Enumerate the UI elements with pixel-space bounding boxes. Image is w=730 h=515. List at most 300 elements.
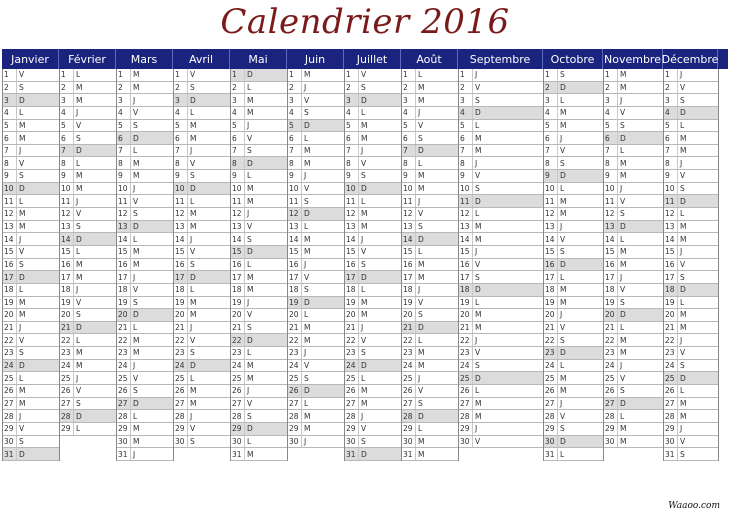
day-letter: L [247,259,252,269]
day-letter: V [475,348,481,358]
day-cell [544,410,603,423]
day-letter: S [620,386,625,396]
day-letter: L [361,108,366,118]
day-cell [345,132,401,145]
day-number: 11 [345,195,359,207]
day-cell [60,398,116,411]
day-number: 31 [3,448,17,460]
day-letter: S [304,196,309,206]
day-letter: V [560,146,566,156]
day-number: 9 [345,170,359,182]
day-cell [174,94,230,107]
day-cell [174,423,230,436]
day-letter: V [304,272,310,282]
day-number: 29 [3,423,17,435]
day-cell [288,309,344,322]
day-letter: L [680,209,685,219]
day-cell [117,69,173,82]
day-number: 16 [60,259,74,271]
day-number: 20 [459,309,473,321]
day-cell [664,233,718,246]
day-cell [288,423,344,436]
day-number: 19 [117,297,131,309]
day-number: 20 [3,309,17,321]
day-letter: V [247,310,253,320]
day-letter: D [304,120,310,130]
day-letter: M [190,209,197,219]
day-letter: V [560,411,566,421]
day-letter: M [133,158,140,168]
day-number: 26 [345,385,359,397]
day-number: 21 [60,322,74,334]
day-cell [60,170,116,183]
day-letter: J [680,335,683,345]
day-letter: D [680,196,686,206]
day-cell [3,271,59,284]
day-cell [288,94,344,107]
empty-cell [174,448,230,461]
empty-cell [459,448,543,461]
day-cell [231,208,287,221]
day-cell [117,334,173,347]
day-cell [288,157,344,170]
month-column [544,69,604,461]
day-letter: M [475,133,482,143]
day-number: 30 [117,436,131,448]
day-cell [459,322,543,335]
day-cell [604,423,663,436]
day-letter: M [247,108,254,118]
day-number: 28 [544,410,558,422]
day-letter: D [560,259,566,269]
day-letter: S [560,247,565,257]
day-letter: L [475,209,480,219]
day-letter: L [247,171,252,181]
day-number: 12 [459,208,473,220]
day-cell [174,157,230,170]
day-cell [345,120,401,133]
day-letter: V [475,82,481,92]
day-number: 11 [544,195,558,207]
day-number: 15 [60,246,74,258]
month-column [231,69,288,461]
day-number: 16 [459,259,473,271]
day-number: 19 [345,297,359,309]
day-number: 22 [174,334,188,346]
month-column [345,69,402,461]
day-letter: D [361,184,367,194]
day-number: 28 [3,410,17,422]
day-cell [604,145,663,158]
day-cell [117,410,173,423]
day-cell [174,195,230,208]
day-cell [3,410,59,423]
day-number: 31 [402,448,416,460]
day-number: 12 [544,208,558,220]
day-number: 24 [604,360,618,372]
day-letter: M [680,146,687,156]
day-number: 10 [3,183,17,195]
day-cell [345,157,401,170]
day-number: 8 [3,157,17,169]
day-letter: S [190,82,195,92]
day-letter: D [475,373,481,383]
day-cell [544,195,603,208]
month-header: Mai [230,49,287,69]
day-cell [288,372,344,385]
day-number: 13 [174,221,188,233]
day-number: 11 [402,195,416,207]
day-letter: S [190,348,195,358]
day-number: 6 [174,132,188,144]
day-cell [117,233,173,246]
day-letter: S [680,95,685,105]
day-letter: D [560,171,566,181]
day-number: 7 [3,145,17,157]
day-number: 24 [402,360,416,372]
day-cell [231,259,287,272]
day-letter: V [190,335,196,345]
day-letter: J [247,297,250,307]
day-cell [60,284,116,297]
day-letter: M [133,348,140,358]
day-letter: M [475,398,482,408]
day-number: 6 [3,132,17,144]
day-cell [604,372,663,385]
day-letter: V [133,285,139,295]
day-number: 24 [231,360,245,372]
day-number: 25 [459,372,473,384]
day-letter: M [190,120,197,130]
day-number: 30 [459,436,473,448]
day-number: 5 [3,120,17,132]
day-cell [459,94,543,107]
day-cell [3,360,59,373]
day-cell [604,360,663,373]
month-header-bar [2,49,728,69]
day-letter: M [76,184,83,194]
day-cell [174,246,230,259]
day-number: 21 [3,322,17,334]
day-cell [604,157,663,170]
day-cell [345,436,401,449]
day-letter: V [247,398,253,408]
day-cell [3,145,59,158]
day-cell [117,132,173,145]
day-cell [117,385,173,398]
day-cell [544,69,603,82]
day-cell [231,372,287,385]
day-cell [174,284,230,297]
day-number: 1 [544,69,558,81]
day-letter: J [247,120,250,130]
day-number: 14 [60,233,74,245]
day-cell [544,120,603,133]
day-cell [345,347,401,360]
day-number: 5 [231,120,245,132]
day-cell [402,347,458,360]
day-number: 3 [604,94,618,106]
day-cell [402,208,458,221]
day-number: 28 [60,410,74,422]
day-number: 16 [231,259,245,271]
day-cell [345,145,401,158]
day-number: 26 [604,385,618,397]
day-number: 27 [402,398,416,410]
day-number: 3 [664,94,678,106]
day-number: 1 [345,69,359,81]
day-letter: L [190,285,195,295]
day-number: 18 [117,284,131,296]
day-letter: V [19,247,25,257]
day-cell [117,448,173,461]
day-number: 22 [345,334,359,346]
day-number: 18 [60,284,74,296]
day-number: 4 [402,107,416,119]
day-letter: L [620,146,625,156]
day-number: 11 [459,195,473,207]
day-letter: M [560,196,567,206]
day-letter: V [680,82,686,92]
day-letter: J [19,323,22,333]
day-letter: M [361,222,368,231]
day-cell [664,157,718,170]
day-letter: J [190,411,193,421]
day-number: 10 [604,183,618,195]
day-letter: M [418,361,425,371]
day-number: 28 [345,410,359,422]
day-letter: L [19,285,24,295]
day-cell [402,132,458,145]
day-cell [288,233,344,246]
day-cell [117,398,173,411]
day-number: 9 [604,170,618,182]
day-letter: M [620,247,627,257]
day-cell [60,157,116,170]
day-letter: L [361,373,366,383]
day-cell [174,107,230,120]
day-number: 12 [231,208,245,220]
day-letter: M [418,348,425,358]
day-letter: L [133,411,138,421]
day-letter: M [247,184,254,194]
day-cell [117,157,173,170]
day-cell [664,107,718,120]
month-header: Janvier [2,49,59,69]
day-number: 23 [231,347,245,359]
day-cell [288,69,344,82]
day-cell [288,284,344,297]
day-number: 4 [288,107,302,119]
day-cell [402,334,458,347]
day-cell [3,170,59,183]
day-letter: V [620,108,626,118]
day-number: 25 [402,372,416,384]
day-number: 5 [402,120,416,132]
day-letter: J [620,95,623,105]
day-cell [231,309,287,322]
day-number: 17 [231,271,245,283]
day-letter: M [475,222,482,231]
day-letter: J [620,184,623,194]
day-letter: J [76,373,79,383]
day-number: 21 [117,322,131,334]
day-cell [402,221,458,234]
day-letter: M [247,285,254,295]
day-letter: S [620,120,625,130]
day-letter: M [560,285,567,295]
day-number: 25 [288,372,302,384]
day-number: 8 [459,157,473,169]
day-number: 13 [664,221,678,233]
day-number: 6 [544,132,558,144]
day-cell [459,157,543,170]
day-number: 28 [117,410,131,422]
day-cell [664,170,718,183]
day-number: 1 [117,69,131,81]
day-number: 31 [345,448,359,460]
day-number: 15 [117,246,131,258]
day-number: 26 [117,385,131,397]
day-cell [664,297,718,310]
day-cell [3,157,59,170]
day-cell [544,170,603,183]
day-cell [174,208,230,221]
day-cell [231,410,287,423]
day-letter: M [304,158,311,168]
day-letter: L [76,70,81,80]
day-letter: V [76,209,82,219]
day-cell [664,398,718,411]
day-number: 8 [402,157,416,169]
day-cell [60,208,116,221]
day-cell [604,322,663,335]
day-letter: V [418,209,424,219]
day-number: 29 [231,423,245,435]
day-letter: M [680,222,687,231]
day-cell [60,259,116,272]
day-number: 21 [288,322,302,334]
day-cell [288,334,344,347]
day-number: 27 [3,398,17,410]
day-cell [459,208,543,221]
day-cell [117,246,173,259]
day-number: 23 [345,347,359,359]
day-letter: M [133,259,140,269]
day-number: 8 [345,157,359,169]
day-number: 10 [402,183,416,195]
day-number: 5 [288,120,302,132]
day-number: 17 [459,271,473,283]
day-cell [60,145,116,158]
day-number: 6 [288,132,302,144]
day-number: 11 [117,195,131,207]
day-cell [117,284,173,297]
day-letter: J [133,361,136,371]
day-number: 19 [402,297,416,309]
day-cell [604,170,663,183]
day-number: 6 [402,132,416,144]
day-number: 15 [544,246,558,258]
day-cell [231,423,287,436]
day-number: 13 [604,221,618,233]
day-cell [117,360,173,373]
day-number: 7 [402,145,416,157]
day-letter: M [418,82,425,92]
day-cell [402,284,458,297]
day-number: 12 [664,208,678,220]
day-letter: D [76,146,82,156]
day-cell [664,423,718,436]
day-number: 5 [604,120,618,132]
day-number: 4 [174,107,188,119]
day-letter: V [19,158,25,168]
day-letter: D [560,348,566,358]
day-letter: M [133,335,140,345]
day-letter: D [133,310,139,320]
day-letter: S [680,361,685,371]
day-letter: D [680,285,686,295]
day-letter: M [76,272,83,282]
day-letter: V [475,259,481,269]
day-letter: S [680,272,685,282]
day-number: 28 [459,410,473,422]
day-cell [402,94,458,107]
day-letter: L [475,297,480,307]
month-header: Juillet [344,49,401,69]
day-letter: M [190,310,197,320]
day-number: 6 [231,132,245,144]
day-letter: D [133,133,139,143]
day-cell [459,410,543,423]
day-cell [345,372,401,385]
day-letter: L [620,234,625,244]
day-number: 2 [664,82,678,94]
day-number: 15 [604,246,618,258]
day-letter: S [76,398,81,408]
day-letter: D [475,108,481,118]
day-number: 23 [459,347,473,359]
day-letter: V [475,171,481,181]
day-cell [60,334,116,347]
day-number: 20 [402,309,416,321]
day-cell [459,107,543,120]
day-cell [174,309,230,322]
day-cell [60,82,116,95]
day-cell [544,246,603,259]
day-cell [60,94,116,107]
day-number: 3 [117,94,131,106]
day-letter: J [76,196,79,206]
day-cell [345,284,401,297]
day-letter: M [76,259,83,269]
day-letter: L [620,323,625,333]
day-cell [402,195,458,208]
day-letter: V [680,171,686,181]
day-cell [664,221,718,234]
day-letter: L [190,196,195,206]
day-cell [664,132,718,145]
day-number: 1 [604,69,618,81]
day-letter: D [19,272,25,282]
day-letter: D [19,95,25,105]
day-number: 12 [402,208,416,220]
day-number: 26 [544,385,558,397]
day-cell [288,170,344,183]
day-cell [60,246,116,259]
day-number: 22 [288,334,302,346]
day-cell [231,132,287,145]
